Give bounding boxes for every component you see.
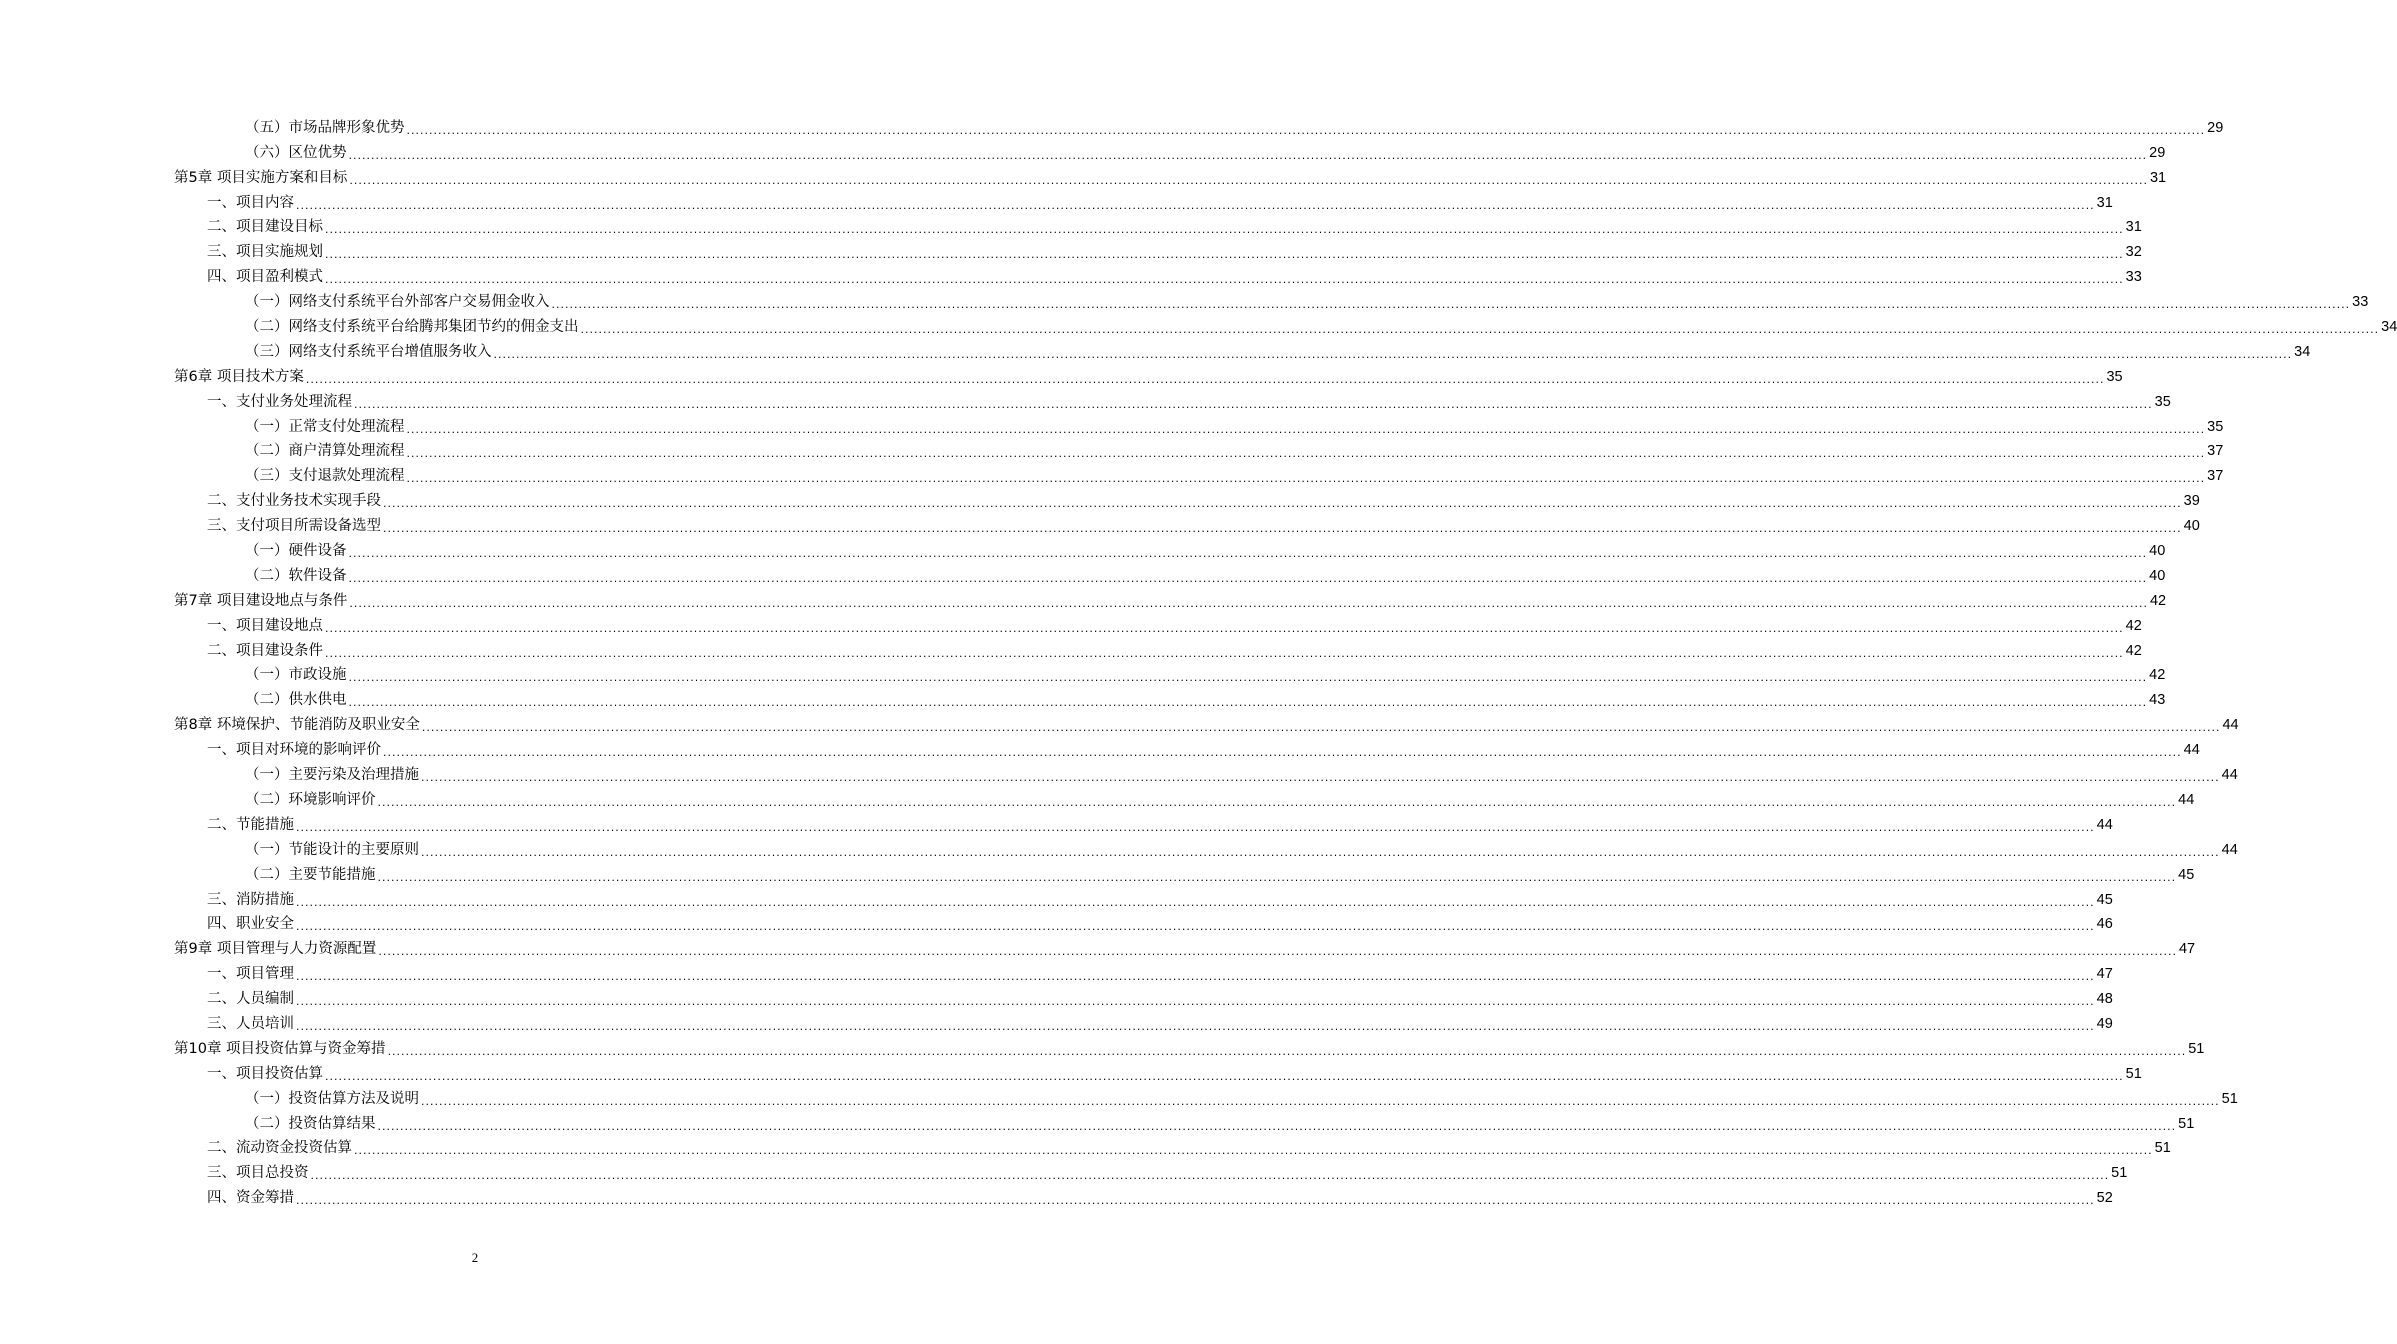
- toc-entry[interactable]: [174, 165, 2167, 190]
- toc-entry-title: 三、项目实施规划: [207, 244, 323, 261]
- toc-entry[interactable]: [174, 1036, 2205, 1061]
- toc-entry[interactable]: [245, 787, 2195, 812]
- toc-entry[interactable]: [207, 389, 2171, 414]
- toc-leader-dots: ................................................................................................................................................................................................................................................................................................................................................................................................................: [421, 771, 2220, 785]
- toc-leader-dots: ................................................................................................................................................................................................................................................................................................................................................................................................................: [406, 447, 2206, 461]
- toc-row: [0, 190, 2113, 215]
- toc-entry-title: （一）市政设施: [245, 667, 347, 684]
- toc-entry[interactable]: [245, 687, 2166, 712]
- toc-entry-page: 29: [2149, 144, 2166, 161]
- toc-entry[interactable]: [245, 439, 2224, 464]
- toc-row: [0, 1185, 2113, 1210]
- toc-leader-dots: ................................................................................................................................................................................................................................................................................................................................................................................................................: [296, 970, 2095, 984]
- toc-entry-title: 一、支付业务处理流程: [207, 393, 352, 410]
- toc-entry-page: 31: [2096, 194, 2113, 211]
- toc-entry-page: 42: [2125, 617, 2142, 634]
- toc-leader-dots: ................................................................................................................................................................................................................................................................................................................................................................................................................: [421, 845, 2220, 859]
- toc-row: [0, 837, 2238, 862]
- toc-leader-dots: ................................................................................................................................................................................................................................................................................................................................................................................................................: [296, 920, 2095, 934]
- toc-entry[interactable]: [207, 1185, 2113, 1210]
- toc-row: [0, 712, 2239, 737]
- toc-row: [0, 1011, 2113, 1036]
- toc-entry[interactable]: [207, 190, 2113, 215]
- toc-entry-page: 46: [2096, 916, 2113, 933]
- toc-row: [0, 389, 2171, 414]
- toc-leader-dots: ................................................................................................................................................................................................................................................................................................................................................................................................................: [296, 820, 2095, 834]
- toc-entry[interactable]: [207, 638, 2142, 663]
- toc-entry[interactable]: [245, 314, 2397, 339]
- toc-leader-dots: ................................................................................................................................................................................................................................................................................................................................................................................................................: [325, 223, 2124, 237]
- toc-leader-dots: ................................................................................................................................................................................................................................................................................................................................................................................................................: [296, 895, 2095, 909]
- toc-row: [0, 638, 2142, 663]
- toc-entry-page: 51: [2154, 1140, 2171, 1157]
- toc-entry[interactable]: [245, 762, 2238, 787]
- toc-entry-title: （一）正常支付处理流程: [245, 418, 405, 435]
- toc-entry[interactable]: [207, 488, 2200, 513]
- toc-row: [0, 1086, 2238, 1111]
- toc-entry-title: 三、消防措施: [207, 891, 294, 908]
- toc-entry-title: （二）商户清算处理流程: [245, 443, 405, 460]
- toc-entry-title: （五）市场品牌形象优势: [245, 119, 405, 136]
- toc-entry-page: 44: [2222, 717, 2239, 734]
- toc-leader-dots: ................................................................................................................................................................................................................................................................................................................................................................................................................: [383, 746, 2182, 760]
- toc-entry-page: 44: [2178, 791, 2195, 808]
- toc-entry[interactable]: [245, 1111, 2195, 1136]
- toc-entry-page: 44: [2183, 742, 2200, 759]
- toc-entry-page: 34: [2294, 343, 2311, 360]
- toc-entry[interactable]: [207, 1061, 2142, 1086]
- toc-leader-dots: ................................................................................................................................................................................................................................................................................................................................................................................................................: [377, 1119, 2177, 1133]
- toc-row: [0, 986, 2113, 1011]
- toc-leader-dots: ................................................................................................................................................................................................................................................................................................................................................................................................................: [348, 547, 2148, 561]
- toc-entry-title: 四、资金筹措: [207, 1190, 294, 1207]
- toc-entry-title: 第9章 项目管理与人力资源配置: [174, 941, 377, 958]
- toc-entry-title: （六）区位优势: [245, 144, 347, 161]
- toc-row: [0, 1160, 2128, 1185]
- toc-entry-page: 48: [2096, 991, 2113, 1008]
- toc-entry-title: （二）主要节能措施: [245, 866, 376, 883]
- toc-entry-title: （一）投资估算方法及说明: [245, 1090, 419, 1107]
- toc-entry-page: 34: [2381, 319, 2397, 336]
- toc-row: [0, 339, 2311, 364]
- toc-row: [0, 289, 2369, 314]
- toc-entry[interactable]: [207, 737, 2200, 762]
- toc-entry-title: （三）支付退款处理流程: [245, 468, 405, 485]
- toc-entry-page: 52: [2096, 1190, 2113, 1207]
- toc-entry-page: 32: [2125, 244, 2142, 261]
- toc-row: [0, 463, 2224, 488]
- toc-entry[interactable]: [245, 115, 2224, 140]
- toc-entry-page: 42: [2149, 667, 2166, 684]
- toc-entry-page: 37: [2207, 443, 2224, 460]
- toc-entry[interactable]: [245, 463, 2224, 488]
- toc-entry-title: 二、支付业务技术实现手段: [207, 493, 381, 510]
- toc-entry[interactable]: [207, 513, 2200, 538]
- toc-row: [0, 961, 2113, 986]
- toc-entry[interactable]: [207, 613, 2142, 638]
- toc-entry-title: 四、项目盈利模式: [207, 269, 323, 286]
- toc-entry-title: 三、人员培训: [207, 1015, 294, 1032]
- toc-entry-page: 43: [2149, 692, 2166, 709]
- toc-row: [0, 239, 2142, 264]
- toc-leader-dots: ................................................................................................................................................................................................................................................................................................................................................................................................................: [296, 198, 2095, 212]
- toc-entry[interactable]: [245, 414, 2224, 439]
- toc-row: [0, 563, 2166, 588]
- toc-row: [0, 862, 2195, 887]
- toc-entry-page: 29: [2207, 119, 2224, 136]
- toc-leader-dots: ................................................................................................................................................................................................................................................................................................................................................................................................................: [305, 372, 2105, 386]
- toc-entry-page: 39: [2183, 493, 2200, 510]
- toc-entry-page: 49: [2096, 1015, 2113, 1032]
- toc-entry-page: 44: [2221, 767, 2238, 784]
- toc-entry[interactable]: [207, 239, 2142, 264]
- toc-entry[interactable]: [207, 912, 2113, 937]
- toc-entry-page: 45: [2096, 891, 2113, 908]
- toc-entry[interactable]: [245, 663, 2166, 688]
- toc-entry-page: 51: [2221, 1090, 2238, 1107]
- toc-leader-dots: ................................................................................................................................................................................................................................................................................................................................................................................................................: [348, 671, 2148, 685]
- toc-leader-dots: ................................................................................................................................................................................................................................................................................................................................................................................................................: [421, 1094, 2220, 1108]
- toc-entry-page: 31: [2149, 169, 2167, 186]
- toc-leader-dots: ................................................................................................................................................................................................................................................................................................................................................................................................................: [325, 646, 2124, 660]
- toc-leader-dots: ................................................................................................................................................................................................................................................................................................................................................................................................................: [310, 1169, 2110, 1183]
- toc-entry[interactable]: [245, 1086, 2238, 1111]
- toc-entry[interactable]: [207, 1011, 2113, 1036]
- toc-entry-page: 35: [2154, 393, 2171, 410]
- toc-entry-title: 二、项目建设条件: [207, 642, 323, 659]
- toc-entry-page: 33: [2352, 294, 2369, 311]
- toc-leader-dots: ................................................................................................................................................................................................................................................................................................................................................................................................................: [378, 945, 2177, 959]
- toc-row: [0, 314, 2397, 339]
- toc-row: [0, 165, 2167, 190]
- toc-leader-dots: ................................................................................................................................................................................................................................................................................................................................................................................................................: [406, 422, 2206, 436]
- toc-entry[interactable]: [245, 140, 2166, 165]
- toc-leader-dots: ................................................................................................................................................................................................................................................................................................................................................................................................................: [349, 173, 2148, 187]
- toc-row: [0, 613, 2142, 638]
- toc-leader-dots: ................................................................................................................................................................................................................................................................................................................................................................................................................: [348, 148, 2148, 162]
- toc-leader-dots: ................................................................................................................................................................................................................................................................................................................................................................................................................: [354, 397, 2153, 411]
- toc-entry-title: 第6章 项目技术方案: [174, 368, 304, 385]
- toc-row: [0, 936, 2196, 961]
- toc-entry[interactable]: [207, 215, 2142, 240]
- toc-entry-title: 第7章 项目建设地点与条件: [174, 592, 348, 609]
- toc-row: [0, 538, 2166, 563]
- toc-entry-title: 一、项目投资估算: [207, 1065, 323, 1082]
- toc-leader-dots: ................................................................................................................................................................................................................................................................................................................................................................................................................: [354, 1144, 2153, 1158]
- toc-entry[interactable]: [245, 339, 2311, 364]
- toc-entry-title: 四、职业安全: [207, 916, 294, 933]
- toc-leader-dots: ................................................................................................................................................................................................................................................................................................................................................................................................................: [296, 995, 2095, 1009]
- toc-entry-title: （二）网络支付系统平台给腾邦集团节约的佣金支出: [245, 319, 579, 336]
- toc-leader-dots: ................................................................................................................................................................................................................................................................................................................................................................................................................: [383, 522, 2182, 536]
- toc-leader-dots: ................................................................................................................................................................................................................................................................................................................................................................................................................: [325, 273, 2124, 287]
- toc-row: [0, 1061, 2142, 1086]
- toc-row: [0, 762, 2238, 787]
- toc-entry-title: （一）节能设计的主要原则: [245, 841, 419, 858]
- toc-row: [0, 1136, 2171, 1161]
- toc-entry[interactable]: [174, 588, 2167, 613]
- toc-entry-title: （三）网络支付系统平台增值服务收入: [245, 343, 492, 360]
- toc-leader-dots: ................................................................................................................................................................................................................................................................................................................................................................................................................: [296, 1194, 2095, 1208]
- toc-entry-page: 40: [2149, 567, 2166, 584]
- toc-entry-page: 37: [2207, 468, 2224, 485]
- toc-row: [0, 912, 2113, 937]
- toc-entry-page: 51: [2111, 1165, 2128, 1182]
- toc-entry-title: （二）软件设备: [245, 567, 347, 584]
- toc-leader-dots: ................................................................................................................................................................................................................................................................................................................................................................................................................: [349, 596, 2148, 610]
- table-of-contents: [0, 115, 2397, 1210]
- toc-entry-title: 第8章 环境保护、节能消防及职业安全: [174, 717, 420, 734]
- toc-entry-page: 51: [2125, 1065, 2142, 1082]
- toc-row: [0, 215, 2142, 240]
- toc-entry-title: （二）环境影响评价: [245, 791, 376, 808]
- toc-entry[interactable]: [245, 837, 2238, 862]
- toc-leader-dots: ................................................................................................................................................................................................................................................................................................................................................................................................................: [325, 1069, 2124, 1083]
- toc-leader-dots: ................................................................................................................................................................................................................................................................................................................................................................................................................: [383, 497, 2182, 511]
- toc-leader-dots: ................................................................................................................................................................................................................................................................................................................................................................................................................: [296, 1019, 2095, 1033]
- toc-entry-page: 47: [2178, 941, 2196, 958]
- toc-row: [0, 1036, 2205, 1061]
- toc-entry-title: 二、项目建设目标: [207, 219, 323, 236]
- page-number: 2: [471, 1250, 479, 1265]
- toc-leader-dots: ................................................................................................................................................................................................................................................................................................................................................................................................................: [387, 1044, 2187, 1058]
- toc-entry-page: 44: [2096, 816, 2113, 833]
- toc-entry[interactable]: [245, 563, 2166, 588]
- toc-leader-dots: ................................................................................................................................................................................................................................................................................................................................................................................................................: [580, 323, 2380, 337]
- toc-leader-dots: ................................................................................................................................................................................................................................................................................................................................................................................................................: [325, 248, 2124, 262]
- toc-row: [0, 812, 2113, 837]
- toc-entry-title: 二、人员编制: [207, 991, 294, 1008]
- toc-entry[interactable]: [207, 1160, 2128, 1185]
- toc-entry-page: 33: [2125, 269, 2142, 286]
- toc-leader-dots: ................................................................................................................................................................................................................................................................................................................................................................................................................: [348, 696, 2148, 710]
- toc-row: [0, 887, 2113, 912]
- toc-entry-page: 35: [2207, 418, 2224, 435]
- toc-leader-dots: ................................................................................................................................................................................................................................................................................................................................................................................................................: [551, 298, 2351, 312]
- toc-row: [0, 264, 2142, 289]
- toc-entry-page: 44: [2221, 841, 2238, 858]
- toc-entry[interactable]: [174, 712, 2239, 737]
- toc-entry-title: 二、节能措施: [207, 816, 294, 833]
- toc-entry-title: 三、支付项目所需设备选型: [207, 518, 381, 535]
- toc-row: [0, 414, 2224, 439]
- toc-entry-page: 40: [2183, 518, 2200, 535]
- toc-leader-dots: ................................................................................................................................................................................................................................................................................................................................................................................................................: [421, 721, 2221, 735]
- toc-entry-page: 35: [2106, 368, 2123, 385]
- toc-row: [0, 588, 2167, 613]
- toc-entry-title: 一、项目对环境的影响评价: [207, 742, 381, 759]
- toc-entry-title: 一、项目管理: [207, 966, 294, 983]
- toc-entry-title: （二）投资估算结果: [245, 1115, 376, 1132]
- toc-row: [0, 1111, 2195, 1136]
- toc-entry-title: （一）网络支付系统平台外部客户交易佣金收入: [245, 294, 550, 311]
- toc-row: [0, 787, 2195, 812]
- toc-entry-page: 47: [2096, 966, 2113, 983]
- toc-entry-title: 一、项目内容: [207, 194, 294, 211]
- toc-entry[interactable]: [207, 264, 2142, 289]
- toc-entry-page: 40: [2149, 543, 2166, 560]
- toc-entry-page: 42: [2149, 592, 2167, 609]
- toc-row: [0, 115, 2224, 140]
- toc-row: [0, 140, 2166, 165]
- toc-entry[interactable]: [207, 961, 2113, 986]
- toc-entry-title: 第10章 项目投资估算与资金筹措: [174, 1040, 386, 1057]
- toc-entry-title: 一、项目建设地点: [207, 617, 323, 634]
- toc-entry-title: 三、项目总投资: [207, 1165, 309, 1182]
- toc-entry-page: 51: [2178, 1115, 2195, 1132]
- toc-entry[interactable]: [207, 1136, 2171, 1161]
- toc-entry-page: 45: [2178, 866, 2195, 883]
- toc-row: [0, 663, 2166, 688]
- toc-leader-dots: ................................................................................................................................................................................................................................................................................................................................................................................................................: [406, 123, 2206, 137]
- toc-leader-dots: ................................................................................................................................................................................................................................................................................................................................................................................................................: [377, 795, 2177, 809]
- toc-leader-dots: ................................................................................................................................................................................................................................................................................................................................................................................................................: [406, 472, 2206, 486]
- toc-entry-title: 第5章 项目实施方案和目标: [174, 169, 348, 186]
- toc-leader-dots: ................................................................................................................................................................................................................................................................................................................................................................................................................: [325, 621, 2124, 635]
- toc-entry-page: 51: [2188, 1040, 2205, 1057]
- toc-entry[interactable]: [207, 887, 2113, 912]
- toc-entry-title: （一）主要污染及治理措施: [245, 767, 419, 784]
- toc-row: [0, 364, 2123, 389]
- toc-entry[interactable]: [245, 538, 2166, 563]
- toc-row: [0, 488, 2200, 513]
- toc-leader-dots: ................................................................................................................................................................................................................................................................................................................................................................................................................: [348, 571, 2148, 585]
- toc-entry-title: 二、流动资金投资估算: [207, 1140, 352, 1157]
- toc-row: [0, 737, 2200, 762]
- toc-row: [0, 513, 2200, 538]
- toc-entry[interactable]: [245, 862, 2195, 887]
- toc-entry[interactable]: [245, 289, 2369, 314]
- toc-entry-title: （二）供水供电: [245, 692, 347, 709]
- toc-entry[interactable]: [174, 364, 2123, 389]
- toc-leader-dots: ................................................................................................................................................................................................................................................................................................................................................................................................................: [377, 870, 2177, 884]
- toc-entry-title: （一）硬件设备: [245, 543, 347, 560]
- toc-leader-dots: ................................................................................................................................................................................................................................................................................................................................................................................................................: [493, 347, 2293, 361]
- toc-entry[interactable]: [174, 936, 2196, 961]
- toc-row: [0, 439, 2224, 464]
- toc-entry-page: 31: [2125, 219, 2142, 236]
- toc-entry[interactable]: [207, 812, 2113, 837]
- toc-row: [0, 687, 2166, 712]
- toc-entry[interactable]: [207, 986, 2113, 1011]
- toc-entry-page: 42: [2125, 642, 2142, 659]
